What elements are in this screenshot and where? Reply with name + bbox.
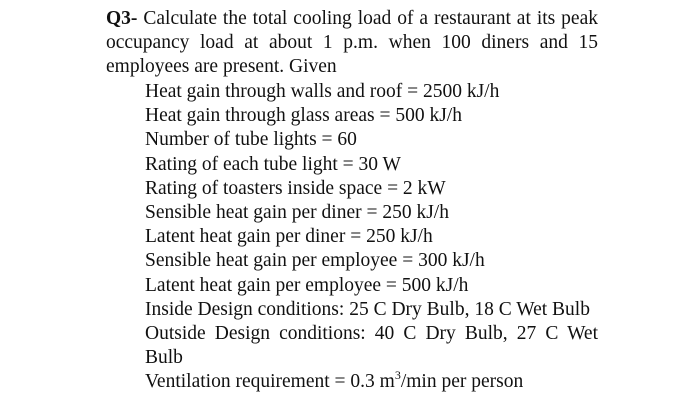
ventilation-prefix: Ventilation requirement = 0.3 m [145,371,395,393]
given-tube-light-count: Number of tube lights = 60 [145,129,357,151]
given-latent-heat-per-employee: Latent heat gain per employee = 500 kJ/h [145,274,469,296]
given-data-list [145,80,598,395]
question-text: Calculate the total cooling load of a restaurant at its peak occupancy load at about 1 p.m. when 100 diners and 15 employees are present. Given [106,8,598,78]
given-sensible-heat-per-employee: Sensible heat gain per employee = 300 kJ/h [145,250,485,272]
given-inside-design-conditions: Inside Design conditions: 25 C Dry Bulb, 18 C Wet Bulb [145,298,590,320]
given-latent-heat-per-diner: Latent heat gain per diner = 250 kJ/h [145,226,433,248]
question-label: Q3- [106,8,138,29]
given-glass-heat-gain: Heat gain through glass areas = 500 kJ/h [145,105,462,127]
given-sensible-heat-per-diner: Sensible heat gain per diner = 250 kJ/h [145,202,449,224]
given-toaster-rating: Rating of toasters inside space = 2 kW [145,177,446,199]
given-outside-design-conditions: Outside Design conditions: 40 C Dry Bulb, 27 C Wet Bulb [145,323,598,369]
given-tube-light-rating: Rating of each tube light = 30 W [145,153,401,175]
ventilation-suffix: /min per person [400,371,524,393]
given-ventilation-requirement [145,367,598,394]
ventilation-exponent: 3 [394,367,401,382]
question-paragraph [106,7,598,80]
given-walls-roof-heat-gain: Heat gain through walls and roof = 2500 kJ/h [145,81,500,102]
